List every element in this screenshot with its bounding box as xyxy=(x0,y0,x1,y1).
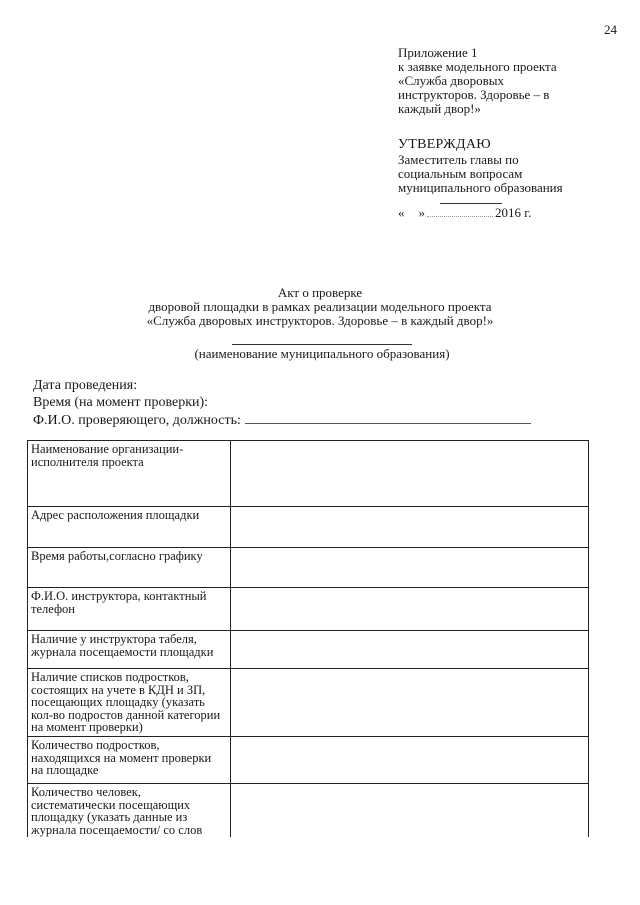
row-label: Адрес расположения площадки xyxy=(28,507,231,548)
row-value xyxy=(230,548,588,588)
row-label: Ф.И.О. инструктора, контактный телефон xyxy=(28,588,231,631)
table-row xyxy=(28,784,589,838)
municipality-blank-line xyxy=(232,344,412,345)
table-row xyxy=(28,737,589,784)
row-label: Наличие у инструктора табеля, журнала посещаемости площадки xyxy=(28,631,231,669)
approval-line: социальным вопросам xyxy=(398,166,523,181)
approval-line: муниципального образования xyxy=(398,180,563,195)
row-label: Наличие списков подростков, состоящих на учете в КДН и ЗП, посещающих площадку (указать кол-во подростов данной категории на момент проверки) xyxy=(28,669,231,737)
appendix-line: каждый двор!» xyxy=(398,101,481,116)
row-label: Количество подростков, находящихся на момент проверки на площадке xyxy=(28,737,231,784)
table-row xyxy=(28,441,589,507)
page-number: 24 xyxy=(604,22,617,37)
row-value xyxy=(230,669,588,737)
table-row xyxy=(28,669,589,737)
row-value xyxy=(230,441,588,507)
row-value xyxy=(230,507,588,548)
inspector-blank-line xyxy=(245,411,531,424)
approval-title: УТВЕРЖДАЮ xyxy=(398,137,491,152)
table-row xyxy=(28,507,589,548)
row-value xyxy=(230,588,588,631)
municipality-caption: (наименование муниципального образования) xyxy=(194,346,450,361)
approval-line: Заместитель главы по xyxy=(398,152,519,167)
date-close-quote: » xyxy=(418,205,425,220)
inspection-table xyxy=(27,440,589,837)
inspection-fields xyxy=(33,377,593,429)
appendix-line: «Служба дворовых xyxy=(398,73,504,88)
row-value xyxy=(230,631,588,669)
act-title-line: «Служба дворовых инструкторов. Здоровье – в каждый двор!» xyxy=(146,313,494,328)
signature-line xyxy=(440,203,502,204)
time-field: Время (на момент проверки): xyxy=(33,395,209,410)
approval-block xyxy=(398,138,608,195)
act-title xyxy=(90,286,550,328)
appendix-line: к заявке модельного проекта xyxy=(398,59,557,74)
row-label: Наименование организации-исполнителя проекта xyxy=(28,441,231,507)
appendix-line: инструкторов. Здоровье – в xyxy=(398,87,550,102)
row-value xyxy=(230,784,588,838)
appendix-note xyxy=(398,46,608,116)
row-value xyxy=(230,737,588,784)
act-title-line: Акт о проверке xyxy=(277,285,363,300)
inspector-label: Ф.И.О. проверяющего, должность: xyxy=(33,413,241,428)
appendix-line: Приложение 1 xyxy=(398,45,478,60)
approval-date xyxy=(398,205,608,221)
table-row xyxy=(28,631,589,669)
date-year: 2016 г. xyxy=(495,205,532,220)
row-label: Время работы,согласно графику xyxy=(28,548,231,588)
date-field: Дата проведения: xyxy=(33,378,138,393)
table-row xyxy=(28,548,589,588)
month-blank xyxy=(427,206,493,217)
table-row xyxy=(28,588,589,631)
act-title-line: дворовой площадки в рамках реализации модельного проекта xyxy=(148,299,492,314)
row-label: Количество человек, систематически посещающих площадку (указать данные из журнала посещаемости/ со слов xyxy=(28,784,231,838)
date-open-quote: « xyxy=(398,205,405,220)
inspector-field xyxy=(33,411,593,429)
